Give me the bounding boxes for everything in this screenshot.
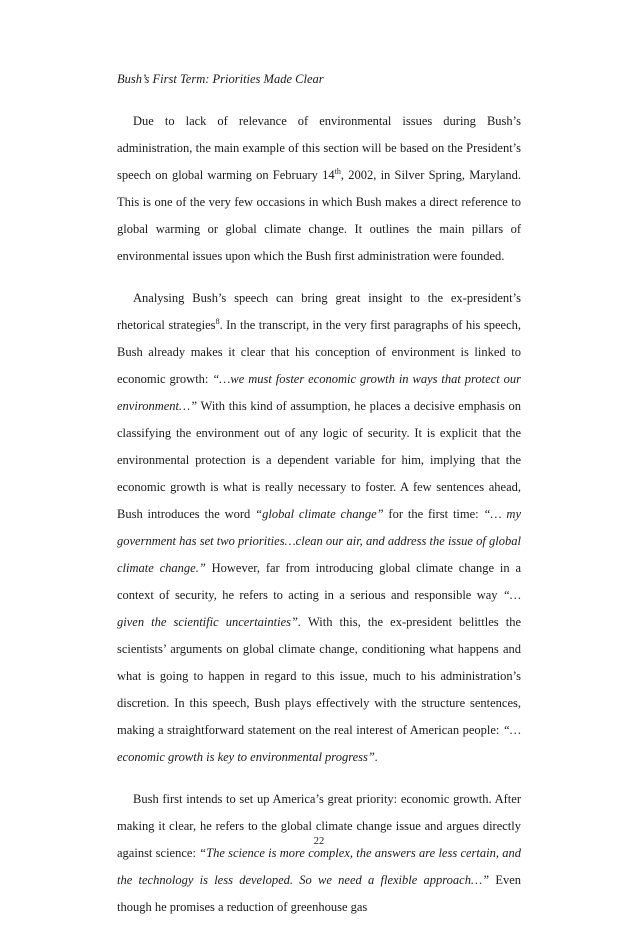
paragraph-3-text-b: Even though he promises a reduction of greenhouse gas xyxy=(117,873,521,914)
quote-5: “…economic growth is key to environmental progress”. xyxy=(117,723,521,764)
paragraph-2-text-e: However, far from introducing global climate change in a context of security, he refers to acting in a serious and responsible way xyxy=(117,561,521,602)
paragraph-2-text-c: With this kind of assumption, he places a decisive emphasis on classifying the environment out of any logic of security. It is explicit that the environmental protection is a dependent variable for him, implying that the economic growth is what is really necessary to foster. A few sentences ahead, Bush introduces the word xyxy=(117,399,521,521)
paragraph-2-text-a: Analysing Bush’s speech can bring great insight to the ex-president’s rhetorical strategies xyxy=(117,291,521,332)
paragraph-1-text-a: Due to lack of relevance of environmental issues during Bush’s administration, the main example of this section will be based on the President’s speech on global warming on February 14 xyxy=(117,114,521,182)
paragraph-2-text-b: . In the transcript, in the very first paragraphs of his speech, Bush already makes it clear that his conception of environment is linked to economic growth: xyxy=(117,318,522,386)
quote-6: “The science is more complex, the answers are less certain, and the technology is less developed. So we need a flexible approach…” xyxy=(117,846,521,887)
page-content xyxy=(117,66,521,936)
footnote-marker: 8 xyxy=(215,317,220,326)
paragraph-1-text-b: , 2002, in Silver Spring, Maryland. This is one of the very few occasions in which Bush makes a direct reference to global warming or global climate change. It outlines the main pillars of environmental issues upon which the Bush first administration were founded. xyxy=(117,168,521,263)
paragraph-2-text-d: for the first time: xyxy=(383,507,484,521)
quote-1: “…we must foster economic growth in ways that protect our environment…” xyxy=(117,372,521,413)
paragraph-1 xyxy=(117,108,521,270)
page-number: 22 xyxy=(313,836,325,847)
paragraph-2-text-f: With this, the ex-president belittles the scientists’ arguments on global climate change, conditioning what happens and what is going to happen in regard to this issue, much to his administration’s discretion. In this speech, Bush plays effectively with the structure sentences, making a straightforward statement on the real interest of American people: xyxy=(117,615,521,737)
paragraph-2 xyxy=(117,285,521,771)
ordinal-suffix: th xyxy=(334,167,341,176)
quote-3: “… my government has set two priorities…clean our air, and address the issue of global climate change.” xyxy=(117,507,521,575)
quote-4: “… given the scientific uncertainties”. xyxy=(117,588,521,629)
paragraph-3-text-a: Bush first intends to set up America’s great priority: economic growth. After making it clear, he refers to the global climate change issue and argues directly against science: xyxy=(117,792,521,860)
quote-2: “global climate change” xyxy=(255,507,384,521)
paragraph-3 xyxy=(117,786,521,921)
section-heading: Bush’s First Term: Priorities Made Clear xyxy=(117,72,324,86)
